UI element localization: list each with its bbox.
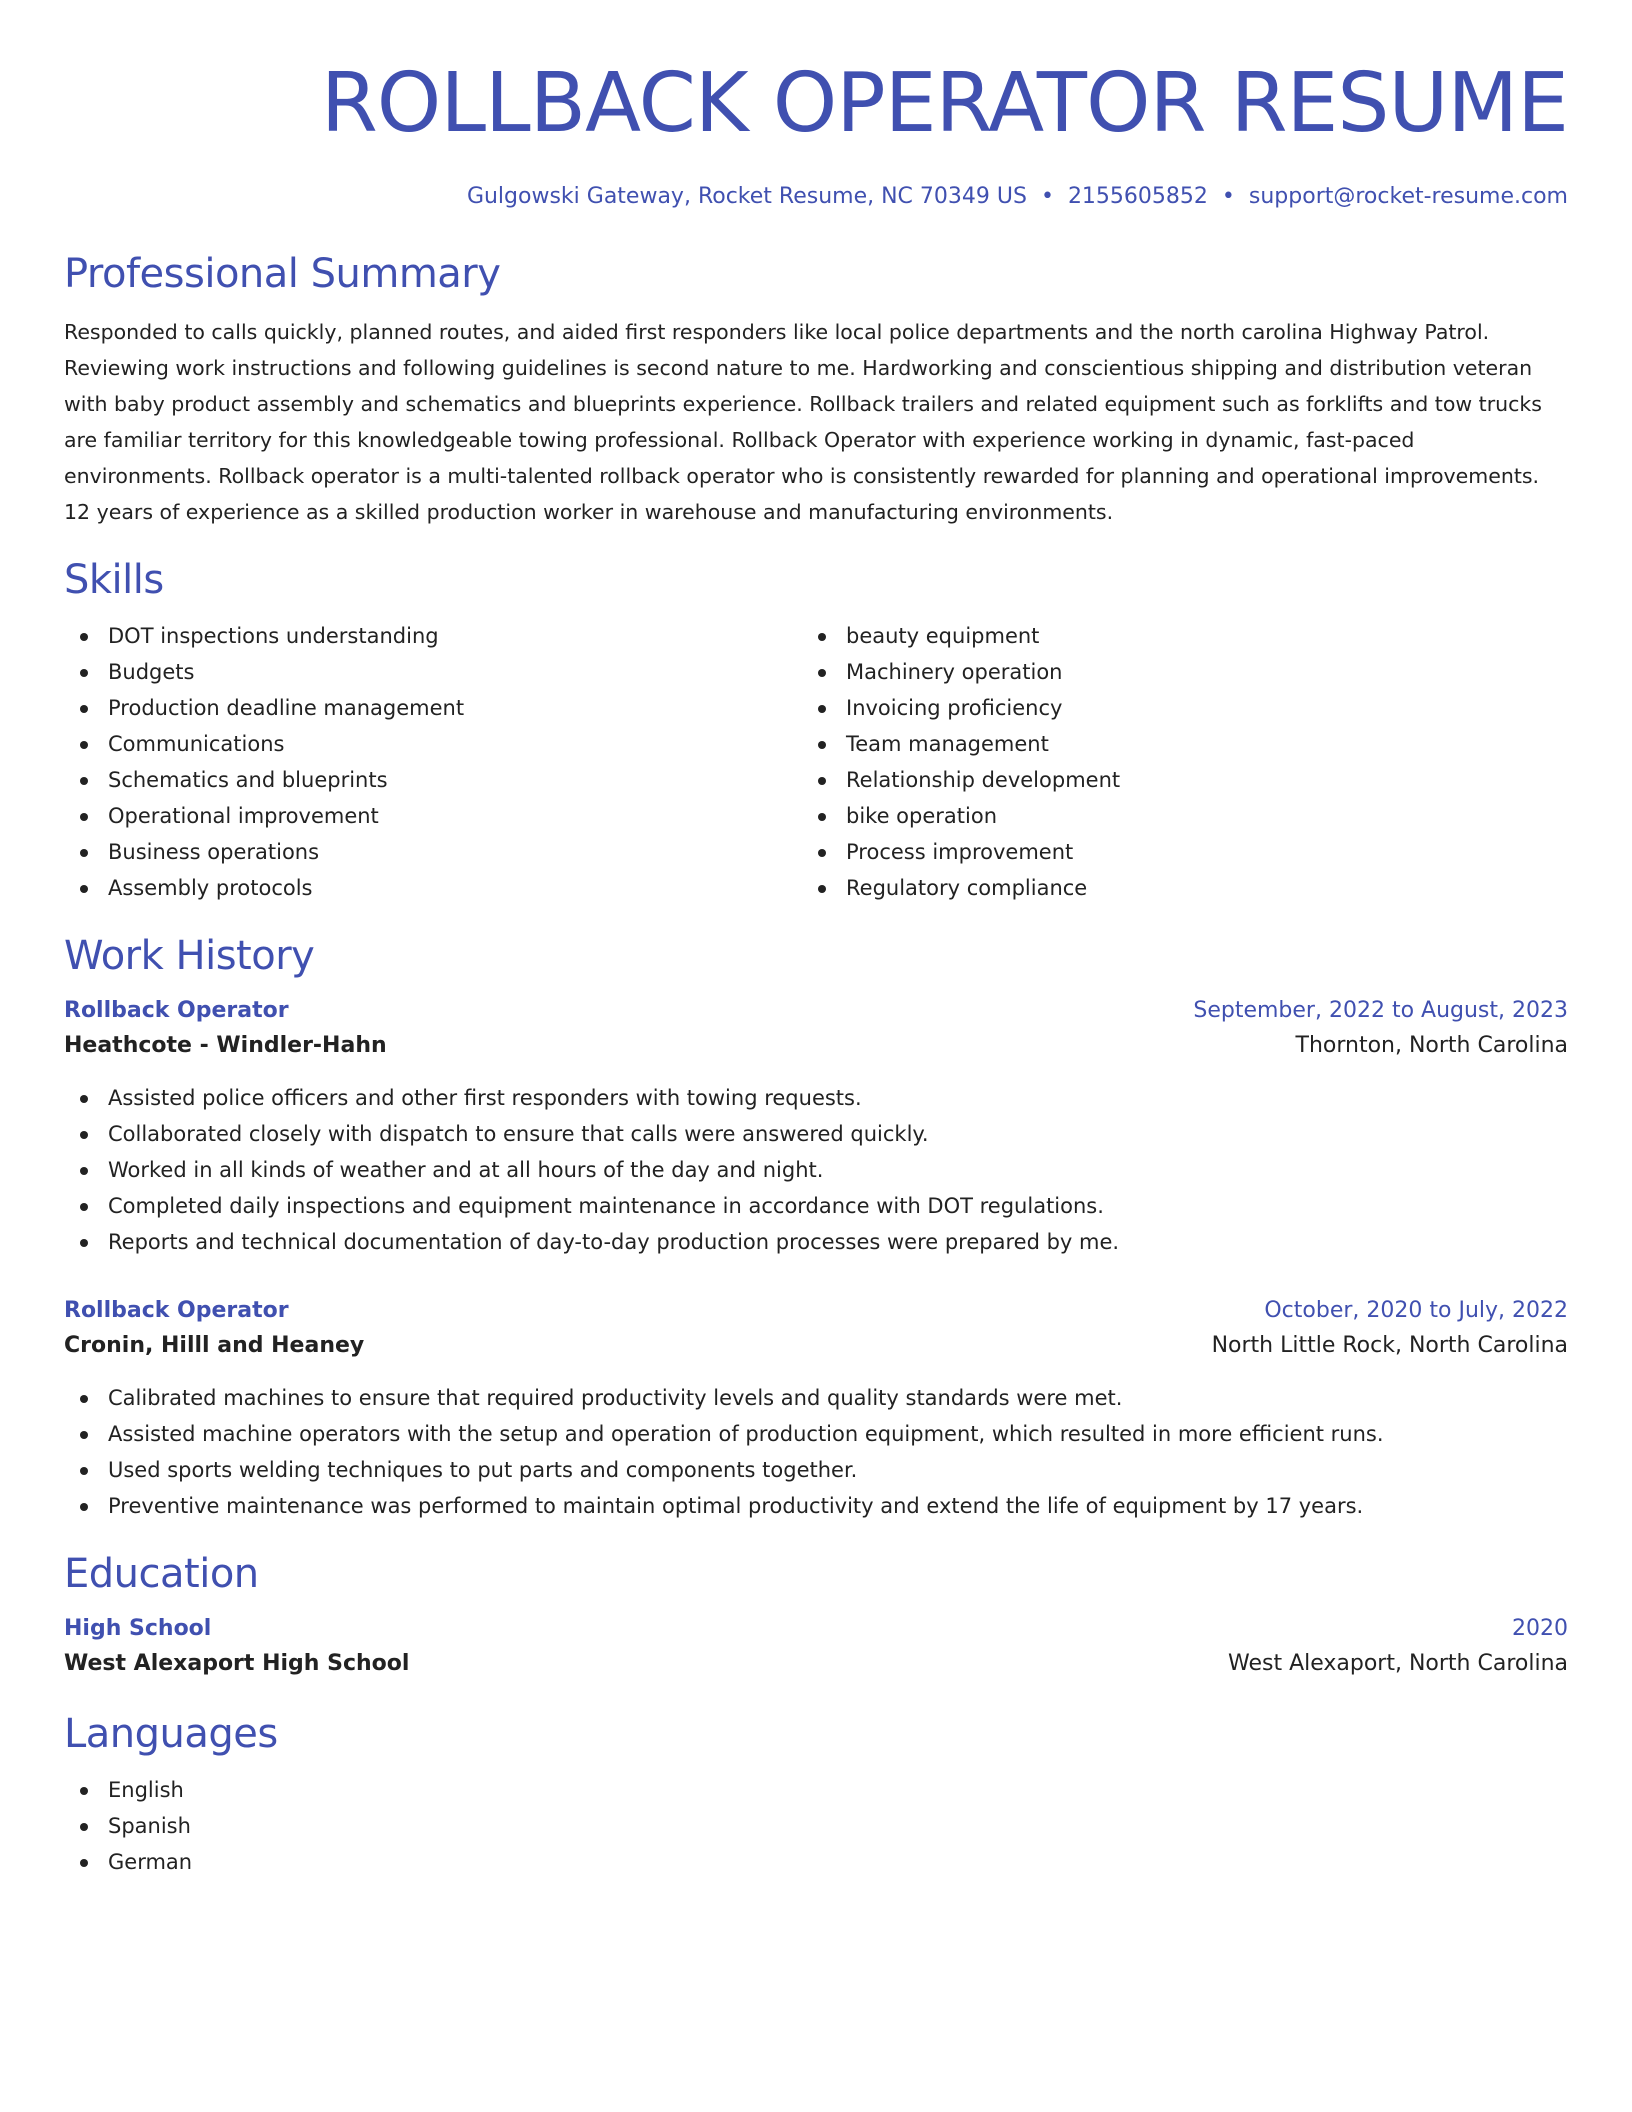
- contact-address: Gulgowski Gateway, Rocket Resume, NC 70349 US: [466, 184, 1027, 209]
- education-header-row: [64, 1612, 1568, 1646]
- skills-list-left: [64, 618, 802, 906]
- skill-item: Relationship development: [802, 762, 1540, 798]
- skill-item: Business operations: [64, 834, 802, 870]
- job-location: North Little Rock, North Carolina: [1211, 1333, 1568, 1358]
- job-employer: Heathcote - Windler-Hahn: [64, 1033, 387, 1058]
- job-bullet-list: [64, 1080, 1568, 1260]
- contact-separator: •: [1221, 184, 1235, 209]
- section-title-languages: Languages: [64, 1711, 278, 1757]
- language-item: Spanish: [64, 1808, 1568, 1844]
- contact-email: support@rocket-resume.com: [1248, 184, 1568, 209]
- languages-list: [64, 1772, 1568, 1880]
- section-title-work-history: Work History: [64, 933, 315, 979]
- education-entry: [64, 1612, 1568, 1682]
- section-title-summary: Professional Summary: [64, 251, 501, 297]
- job-employer: Cronin, Hilll and Heaney: [64, 1333, 365, 1358]
- languages-section: [64, 1710, 1568, 1880]
- skill-item: beauty equipment: [802, 618, 1540, 654]
- education-section: [64, 1550, 1568, 1682]
- language-item: English: [64, 1772, 1568, 1808]
- skills-section: [64, 556, 1568, 906]
- contact-line: [64, 182, 1568, 212]
- skills-column-left: [64, 618, 802, 906]
- skills-grid: [64, 618, 1568, 906]
- education-school: West Alexaport High School: [64, 1651, 410, 1676]
- job-location: Thornton, North Carolina: [1295, 1033, 1568, 1058]
- job-entry: [64, 1294, 1568, 1524]
- skill-item: Invoicing proficiency: [802, 690, 1540, 726]
- skills-list-right: [802, 618, 1540, 906]
- job-bullet: Assisted police officers and other first responders with towing requests.: [64, 1080, 1568, 1116]
- job-bullet: Assisted machine operators with the setup and operation of production equipment, which resulted in more efficient runs.: [64, 1416, 1568, 1452]
- skill-item: Operational improvement: [64, 798, 802, 834]
- job-bullet: Collaborated closely with dispatch to ensure that calls were answered quickly.: [64, 1116, 1568, 1152]
- language-item: German: [64, 1844, 1568, 1880]
- skill-item: Budgets: [64, 654, 802, 690]
- job-bullet: Completed daily inspections and equipment maintenance in accordance with DOT regulations.: [64, 1188, 1568, 1224]
- skill-item: Regulatory compliance: [802, 870, 1540, 906]
- job-title: Rollback Operator: [64, 1298, 289, 1323]
- skill-item: bike operation: [802, 798, 1540, 834]
- skill-item: DOT inspections understanding: [64, 618, 802, 654]
- contact-phone: 2155605852: [1067, 184, 1208, 209]
- job-bullet: Preventive maintenance was performed to maintain optimal productivity and extend the life of equipment by 17 years.: [64, 1488, 1568, 1524]
- job-header-row: [64, 994, 1568, 1028]
- job-bullet: Worked in all kinds of weather and at all hours of the day and night.: [64, 1152, 1568, 1188]
- skill-item: Assembly protocols: [64, 870, 802, 906]
- job-employer-row: [64, 1328, 1568, 1364]
- job-bullet: Reports and technical documentation of day-to-day production processes were prepared by me.: [64, 1224, 1568, 1260]
- job-bullet: Calibrated machines to ensure that required productivity levels and quality standards were met.: [64, 1380, 1568, 1416]
- job-header-row: [64, 1294, 1568, 1328]
- skill-item: Process improvement: [802, 834, 1540, 870]
- job-bullet-list: [64, 1380, 1568, 1524]
- work-history-section: [64, 932, 1568, 1524]
- skills-column-right: [802, 618, 1540, 906]
- section-title-skills: Skills: [64, 557, 164, 603]
- job-entry: [64, 994, 1568, 1260]
- education-degree: High School: [64, 1616, 212, 1641]
- job-bullet: Used sports welding techniques to put parts and components together.: [64, 1452, 1568, 1488]
- skill-item: Team management: [802, 726, 1540, 762]
- contact-separator: •: [1040, 184, 1054, 209]
- skill-item: Schematics and blueprints: [64, 762, 802, 798]
- job-title: Rollback Operator: [64, 998, 289, 1023]
- resume-title: ROLLBACK OPERATOR RESUME: [320, 56, 1568, 151]
- skill-item: Machinery operation: [802, 654, 1540, 690]
- job-employer-row: [64, 1028, 1568, 1064]
- summary-text: Responded to calls quickly, planned routes, and aided first responders like local police departments and the north carolina Highway Patrol. Reviewing work instructions and following guidelines is second nature to me. Hardworking and conscientious shipping and distribution veteran with baby product assembly and schematics and blueprints experience. Rollback trailers and related equipment such as forklifts and tow trucks are familiar territory for this knowledgeable towing professional. Rollback Operator with experience working in dynamic, fast-paced environments. Rollback operator is a multi-talented rollback operator who is consistently rewarded for planning and operational improvements. 12 years of experience as a skilled production worker in warehouse and manufacturing environments.: [64, 320, 1542, 524]
- professional-summary-section: [64, 250, 1568, 530]
- education-year: 2020: [1512, 1616, 1568, 1641]
- skill-item: Production deadline management: [64, 690, 802, 726]
- job-dates: September, 2022 to August, 2023: [1193, 998, 1568, 1023]
- education-location: West Alexaport, North Carolina: [1227, 1651, 1568, 1676]
- job-dates: October, 2020 to July, 2022: [1264, 1298, 1568, 1323]
- section-title-education: Education: [64, 1551, 259, 1597]
- skill-item: Communications: [64, 726, 802, 762]
- education-school-row: [64, 1646, 1568, 1682]
- resume-header: [64, 56, 1568, 212]
